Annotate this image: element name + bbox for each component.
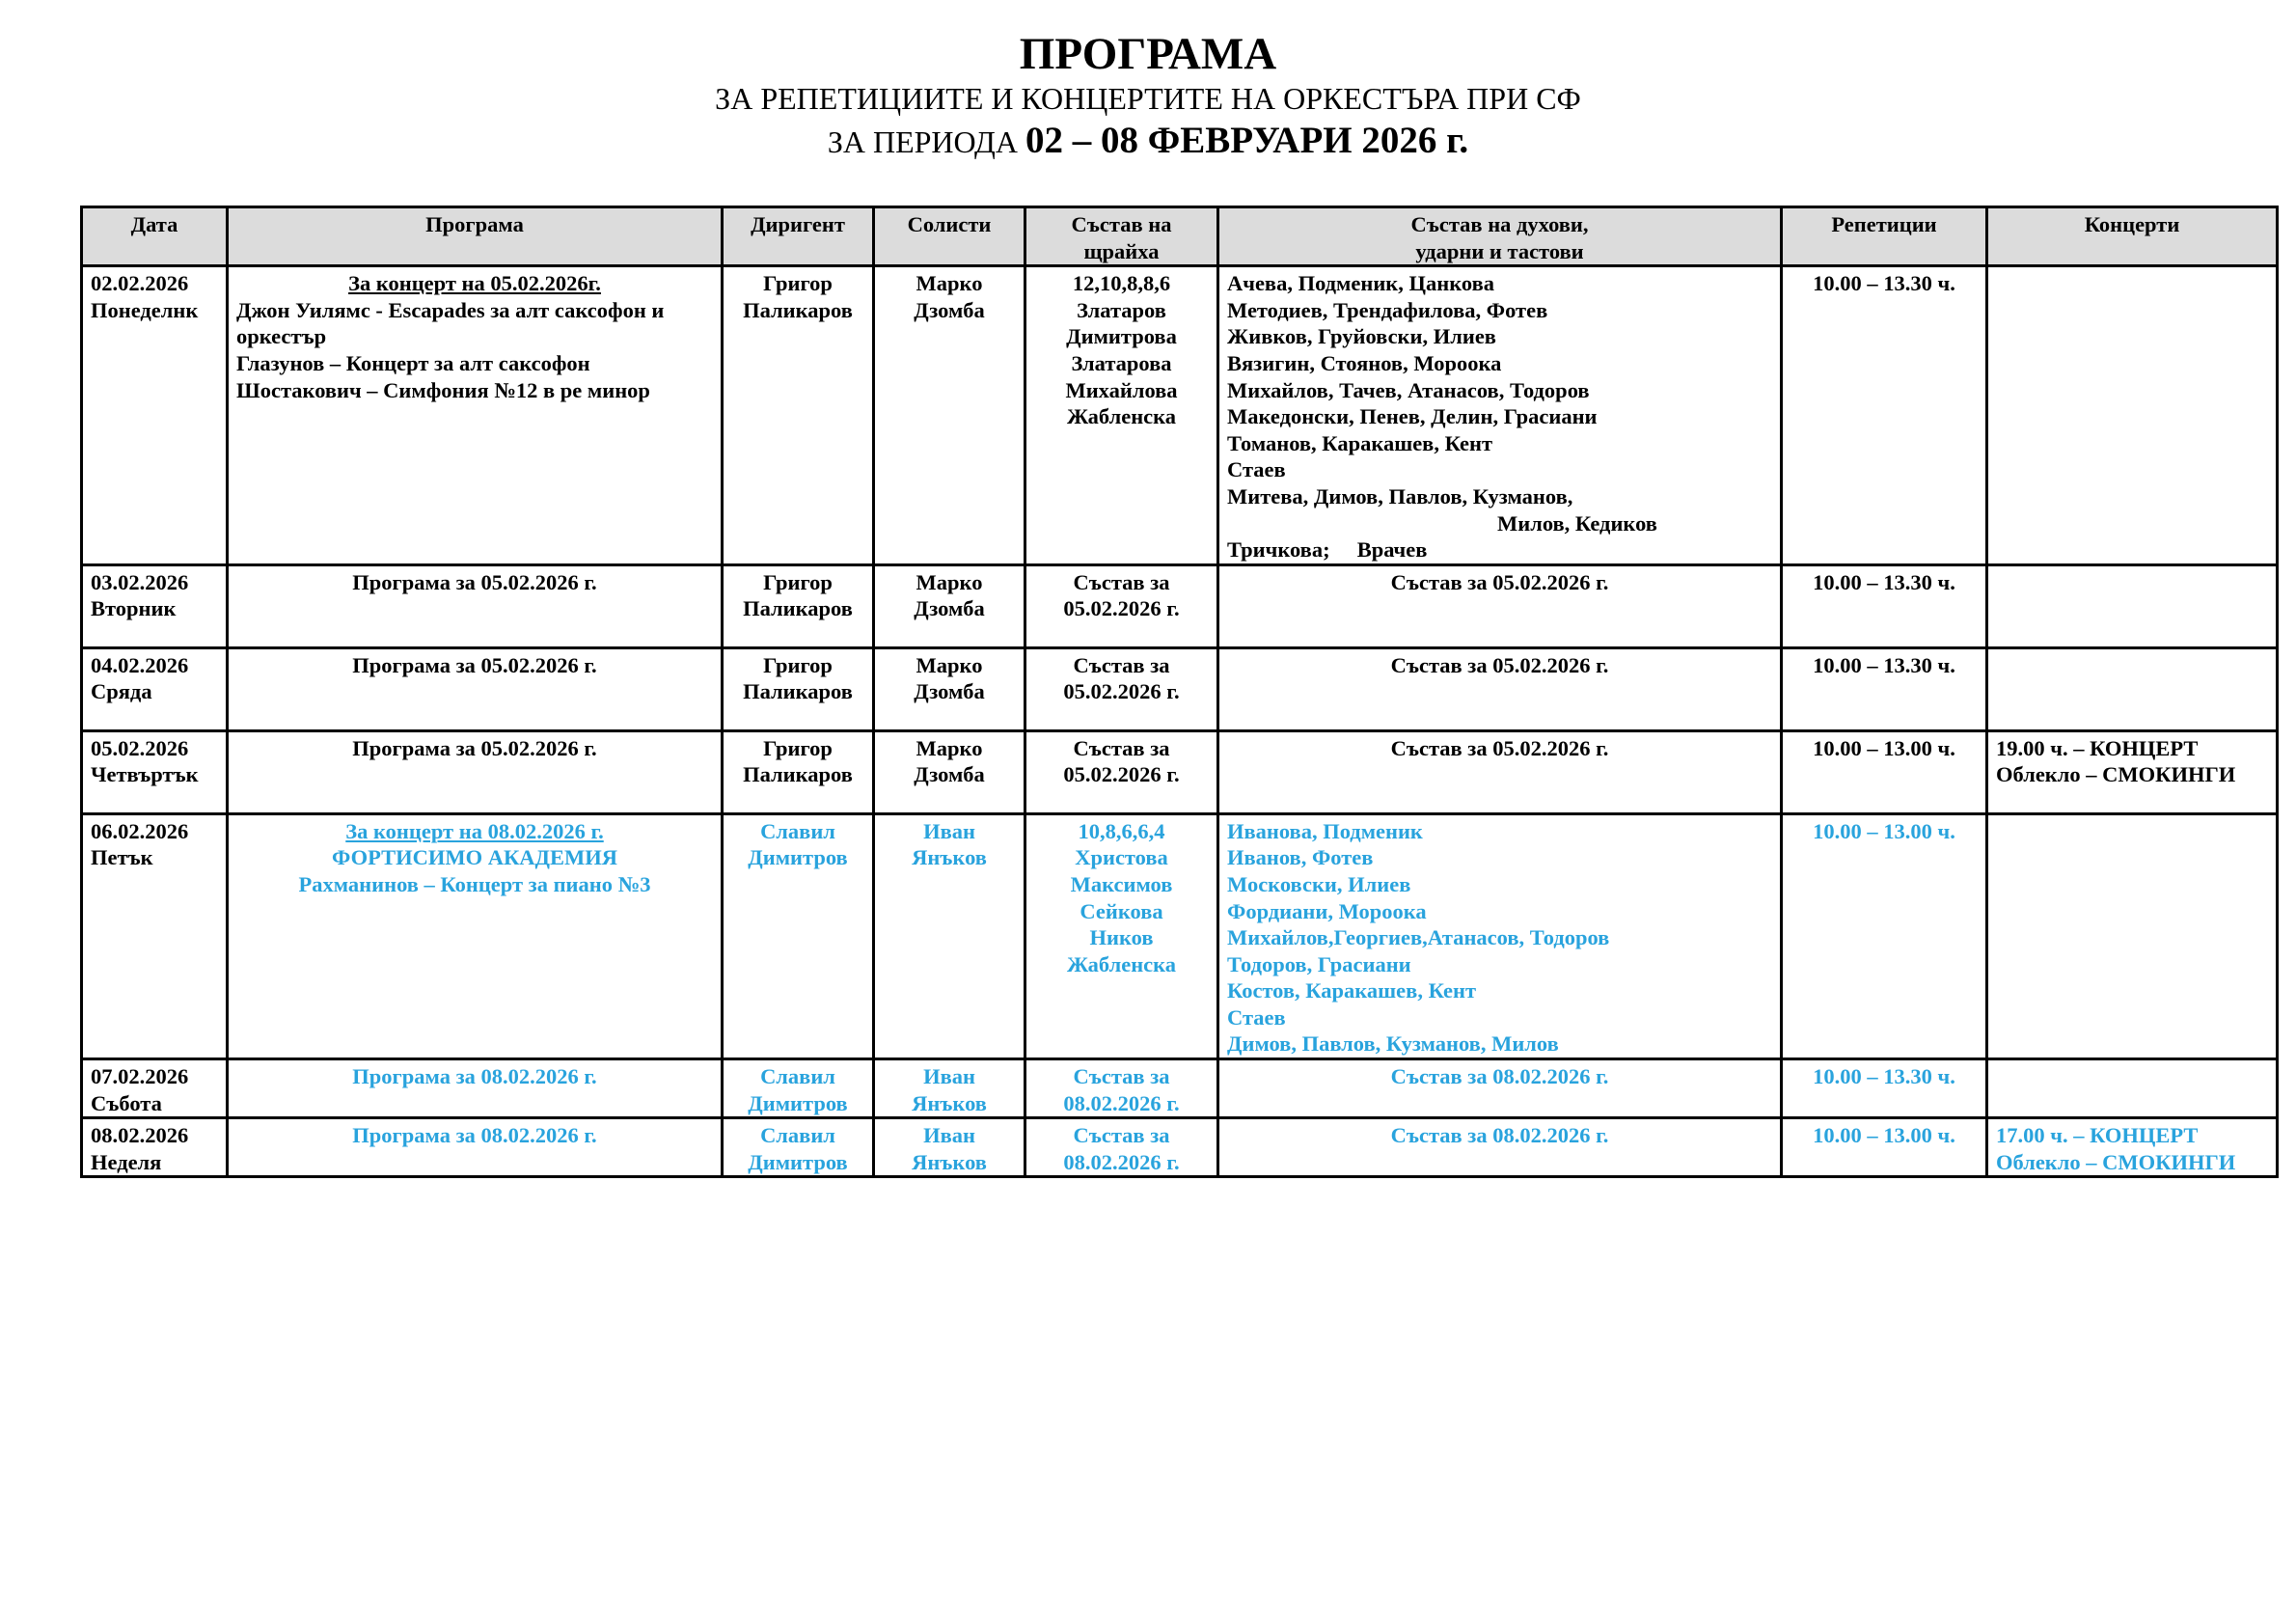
program-cell: Програма за 05.02.2026 г. [228,730,723,813]
rehearsal-cell: 10.00 – 13.00 ч. [1782,813,1987,1058]
conductor-cell [723,564,874,647]
concert-cell [1987,564,2278,647]
conductor-first-name: Славил [760,818,835,843]
period-line [0,120,2296,163]
weekday: Неделя [91,1149,162,1174]
program-cell: Програма за 05.02.2026 г. [228,564,723,647]
period-dates: 02 – 08 ФЕВРУАРИ 2026 г. [1025,120,1469,161]
strings-line: Жабленска [1066,951,1177,976]
program-line: Джон Уилямс - Escapades за алт саксофон и [236,297,665,322]
concert-cell [1987,266,2278,565]
strings-line: Сейкова [1080,898,1163,923]
strings-line: 08.02.2026 г. [1063,1149,1180,1174]
soloist-first-name: Марко [916,569,983,594]
date-cell [82,730,228,813]
weekday: Вторник [91,596,177,621]
winds-cell: Състав за 05.02.2026 г. [1218,564,1782,647]
col-header-strings-1: Състав на [1071,212,1172,236]
program-cell [228,813,723,1058]
program-heading: За концерт на 08.02.2026 г. [345,818,604,843]
strings-line: Златарова [1071,350,1172,375]
concert-cell [1987,813,2278,1058]
conductor-cell [723,647,874,730]
program-cell: Програма за 08.02.2026 г. [228,1059,723,1118]
concert-cell [1987,1059,2278,1118]
winds-line: Вязигин, Стоянов, Мороока [1227,350,1502,375]
weekday: Понеделнк [91,297,199,322]
strings-line: Златаров [1077,297,1166,322]
conductor-cell [723,1059,874,1118]
strings-line: 12,10,8,8,6 [1072,271,1171,296]
strings-line: 08.02.2026 г. [1063,1090,1180,1115]
strings-line: 05.02.2026 г. [1063,679,1180,704]
period-prefix: ЗА ПЕРИОДА [827,124,1018,159]
table-row [82,1118,2278,1177]
weekday: Сряда [91,679,152,704]
winds-line: Стаев [1227,1004,1286,1030]
rehearsal-cell: 10.00 – 13.30 ч. [1782,647,1987,730]
soloist-last-name: Янъков [912,1149,987,1174]
conductor-first-name: Григор [763,652,833,677]
winds-line: Димов, Павлов, Кузманов, Милов [1227,1031,1559,1057]
program-cell: Програма за 08.02.2026 г. [228,1118,723,1177]
page-title: ПРОГРАМА [1019,29,1277,79]
strings-line: 05.02.2026 г. [1063,596,1180,621]
winds-cell: Състав за 05.02.2026 г. [1218,647,1782,730]
soloist-last-name: Дзомба [914,596,985,621]
table-header-row [82,207,2278,266]
col-header-conductor: Диригент [723,207,874,266]
col-header-strings [1025,207,1218,266]
soloist-cell [874,1118,1025,1177]
strings-line: Състав за [1073,735,1170,760]
winds-line: Македонски, Пенев, Делин, Грасиани [1227,404,1598,429]
strings-line: Максимов [1070,871,1173,896]
winds-line: Митева, Димов, Павлов, Кузманов, [1227,483,1573,508]
col-header-soloists: Солисти [874,207,1025,266]
winds-cell [1218,813,1782,1058]
program-line: Шостакович – Симфония №12 в ре минор [236,377,650,402]
conductor-last-name: Димитров [748,1090,848,1115]
strings-cell [1025,564,1218,647]
program-line: оркестър [236,324,327,349]
table-row [82,564,2278,647]
soloist-cell [874,730,1025,813]
strings-line: Състав за [1073,1123,1170,1148]
winds-cell: Състав за 05.02.2026 г. [1218,730,1782,813]
conductor-cell [723,1118,874,1177]
strings-line: 10,8,6,6,4 [1078,818,1165,843]
conductor-first-name: Григор [763,569,833,594]
concert-time: 19.00 ч. – КОНЦЕРТ [1996,735,2199,760]
date: 02.02.2026 [91,271,189,296]
page-subtitle: ЗА РЕПЕТИЦИИТЕ И КОНЦЕРТИТЕ НА ОРКЕСТЪРА ПРИ СФ [715,81,1581,116]
soloist-cell [874,813,1025,1058]
winds-line: Милов, Кедиков [1497,510,1657,536]
program-cell [228,266,723,565]
strings-line: Жабленска [1066,404,1177,429]
date: 07.02.2026 [91,1064,189,1089]
conductor-last-name: Паликаров [743,297,853,322]
winds-cell [1218,266,1782,565]
rehearsal-cell: 10.00 – 13.30 ч. [1782,1059,1987,1118]
soloist-first-name: Марко [916,735,983,760]
winds-cell: Състав за 08.02.2026 г. [1218,1059,1782,1118]
col-header-winds-2: ударни и тастови [1415,238,1584,263]
col-header-concerts: Концерти [1987,207,2278,266]
soloist-cell [874,564,1025,647]
conductor-cell [723,730,874,813]
strings-line: 05.02.2026 г. [1063,762,1180,787]
winds-line: Тричкова; Врачев [1227,537,1428,563]
date-cell [82,266,228,565]
soloist-first-name: Иван [923,818,975,843]
col-header-strings-2: щрайха [1083,238,1160,263]
strings-line: Състав за [1073,1064,1170,1089]
table-row [82,266,2278,565]
date: 08.02.2026 [91,1123,189,1148]
soloist-cell [874,266,1025,565]
winds-line: Иванов, Фотев [1227,845,1374,870]
winds-line: Стаев [1227,457,1286,482]
winds-cell: Състав за 08.02.2026 г. [1218,1118,1782,1177]
program-line: ФОРТИСИМО АКАДЕМИЯ [331,845,618,870]
winds-line: Михайлов, Тачев, Атанасов, Тодоров [1227,377,1590,402]
winds-line: Методиев, Трендафилова, Фотев [1227,297,1548,322]
concert-cell [1987,730,2278,813]
weekday: Четвъртък [91,762,199,787]
date-cell [82,564,228,647]
strings-line: Христова [1075,845,1168,870]
date-cell [82,1118,228,1177]
col-header-date: Дата [82,207,228,266]
table-row [82,730,2278,813]
strings-cell [1025,1118,1218,1177]
winds-line: Фордиани, Мороока [1227,898,1427,923]
strings-cell [1025,266,1218,565]
winds-line: Иванова, Подменик [1227,818,1423,843]
winds-line: Михайлов,Георгиев,Атанасов, Тодоров [1227,925,1610,950]
soloist-last-name: Дзомба [914,297,985,322]
soloist-last-name: Янъков [912,1090,987,1115]
strings-line: Димитрова [1066,324,1177,349]
conductor-cell [723,813,874,1058]
conductor-last-name: Паликаров [743,596,853,621]
date: 06.02.2026 [91,818,189,843]
program-line: Рахманинов – Концерт за пиано №3 [298,871,651,896]
col-header-winds [1218,207,1782,266]
soloist-first-name: Марко [916,652,983,677]
date: 04.02.2026 [91,652,189,677]
schedule-table [80,206,2279,1178]
conductor-last-name: Димитров [748,845,848,870]
strings-cell [1025,813,1218,1058]
conductor-last-name: Димитров [748,1149,848,1174]
soloist-first-name: Иван [923,1064,975,1089]
strings-line: Състав за [1073,569,1170,594]
concert-cell [1987,1118,2278,1177]
conductor-last-name: Паликаров [743,679,853,704]
winds-line: Томанов, Каракашев, Кент [1227,430,1493,455]
concert-cell [1987,647,2278,730]
weekday: Петък [91,845,153,870]
conductor-cell [723,266,874,565]
program-line: Глазунов – Концерт за алт саксофон [236,350,590,375]
soloist-last-name: Янъков [912,845,987,870]
conductor-first-name: Славил [760,1064,835,1089]
table-row [82,647,2278,730]
conductor-first-name: Григор [763,271,833,296]
strings-cell [1025,730,1218,813]
rehearsal-cell: 10.00 – 13.30 ч. [1782,564,1987,647]
soloist-cell [874,647,1025,730]
concert-time: 17.00 ч. – КОНЦЕРТ [1996,1123,2199,1148]
date-cell [82,647,228,730]
soloist-last-name: Дзомба [914,762,985,787]
conductor-first-name: Григор [763,735,833,760]
concert-dress-code: Облекло – СМОКИНГИ [1996,1149,2236,1174]
winds-line: Тодоров, Грасиани [1227,951,1411,976]
date: 05.02.2026 [91,735,189,760]
soloist-first-name: Иван [923,1123,975,1148]
date-cell [82,1059,228,1118]
rehearsal-cell: 10.00 – 13.00 ч. [1782,730,1987,813]
rehearsal-cell: 10.00 – 13.00 ч. [1782,1118,1987,1177]
soloist-first-name: Марко [916,271,983,296]
strings-line: Ников [1089,925,1154,950]
winds-line: Московски, Илиев [1227,871,1411,896]
col-header-rehearsals: Репетиции [1782,207,1987,266]
strings-cell [1025,1059,1218,1118]
weekday: Събота [91,1090,162,1115]
date: 03.02.2026 [91,569,189,594]
concert-dress-code: Облекло – СМОКИНГИ [1996,762,2236,787]
strings-line: Михайлова [1065,377,1178,402]
strings-line: Състав за [1073,652,1170,677]
soloist-cell [874,1059,1025,1118]
strings-cell [1025,647,1218,730]
conductor-first-name: Славил [760,1123,835,1148]
table-row [82,813,2278,1058]
winds-line: Живков, Груйовски, Илиев [1227,324,1496,349]
table-row [82,1059,2278,1118]
winds-line: Ачева, Подменик, Цанкова [1227,271,1494,296]
program-cell: Програма за 05.02.2026 г. [228,647,723,730]
program-heading: За концерт на 05.02.2026г. [348,271,601,296]
conductor-last-name: Паликаров [743,762,853,787]
soloist-last-name: Дзомба [914,679,985,704]
col-header-program: Програма [228,207,723,266]
rehearsal-cell: 10.00 – 13.30 ч. [1782,266,1987,565]
winds-line: Костов, Каракашев, Кент [1227,978,1477,1003]
col-header-winds-1: Състав на духови, [1410,212,1589,236]
date-cell [82,813,228,1058]
